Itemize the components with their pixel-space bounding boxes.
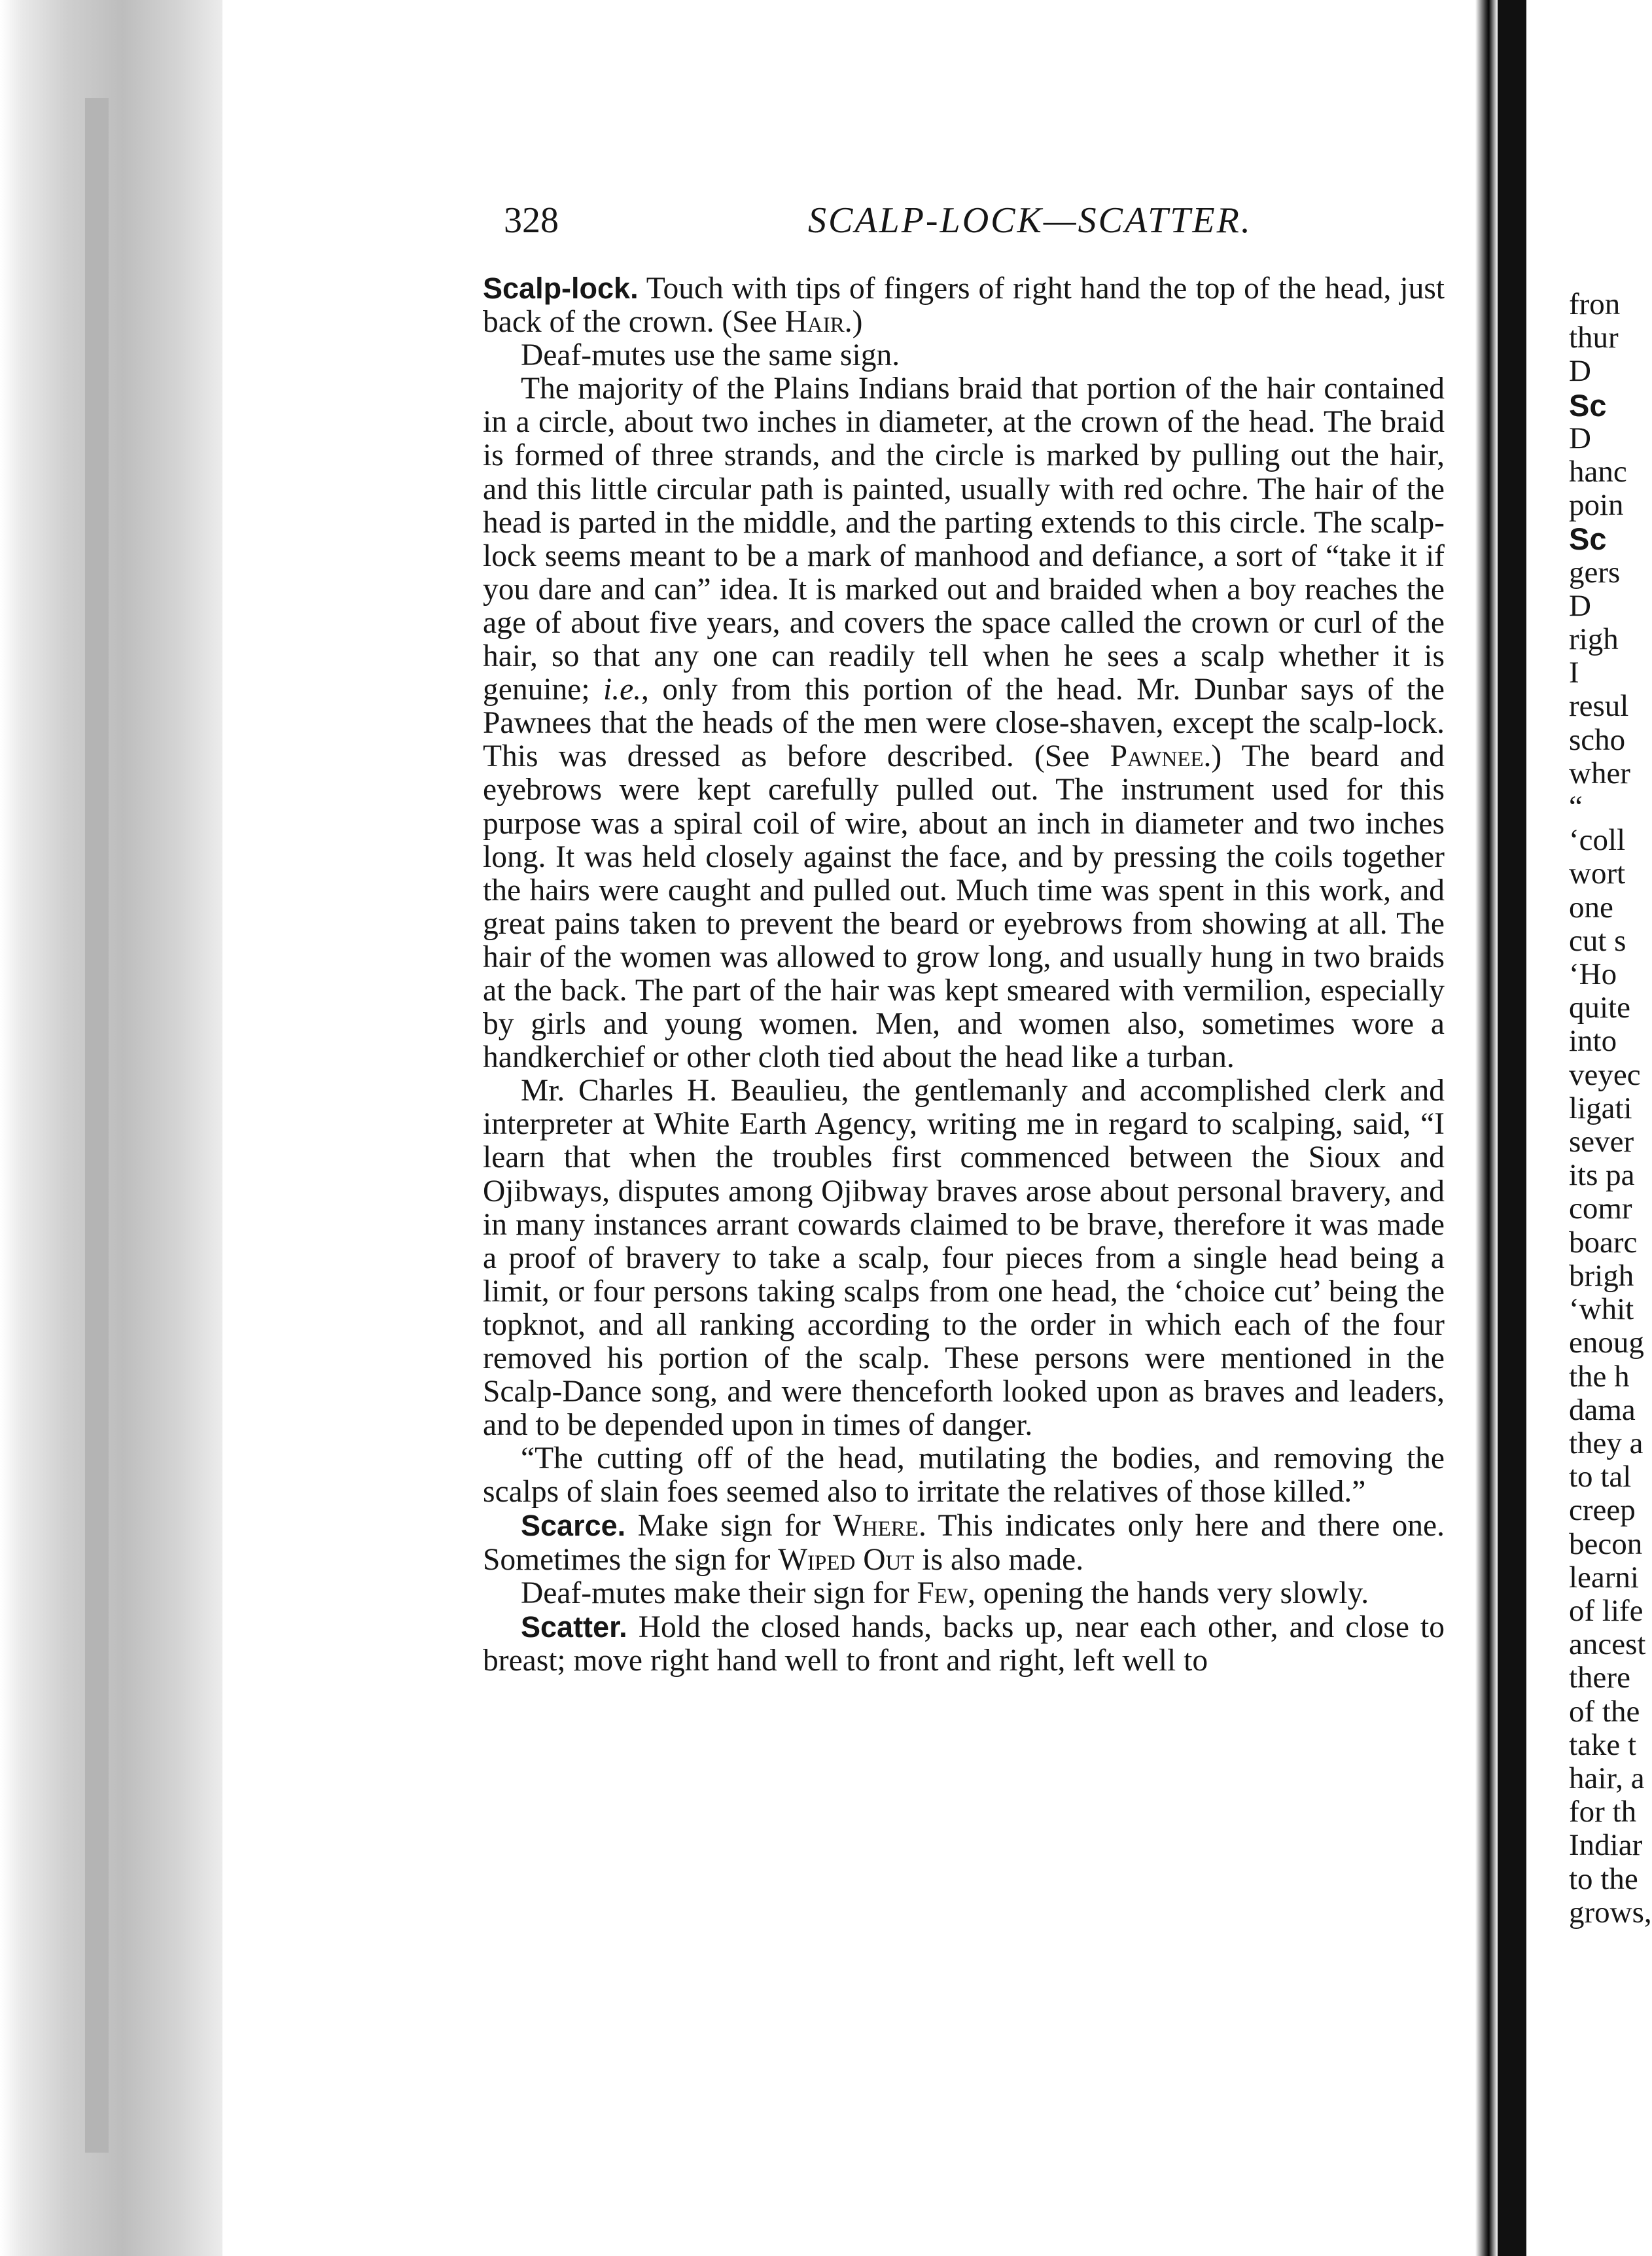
facing-page-line: boarc — [1569, 1225, 1638, 1260]
facing-page-line: they a — [1569, 1426, 1643, 1460]
facing-page-line: poin — [1569, 488, 1624, 523]
facing-page-line: wher — [1569, 756, 1630, 790]
facing-page-line: into — [1569, 1024, 1617, 1059]
facing-page-line: dama — [1569, 1392, 1636, 1427]
facing-page-line: its pa — [1569, 1158, 1635, 1193]
entry-text: Make sign for — [625, 1509, 833, 1543]
facing-page-line: righ — [1569, 622, 1619, 657]
facing-page-line: learni — [1569, 1560, 1639, 1595]
facing-page-line: sever — [1569, 1125, 1634, 1159]
facing-page-line: hanc — [1569, 455, 1627, 489]
facing-page-line: to the — [1569, 1861, 1638, 1896]
abbreviation: i.e. — [603, 673, 642, 707]
facing-page-line: I — [1569, 656, 1579, 690]
paragraph: Mr. Charles H. Beaulieu, the gentlemanly and accomplished clerk and interpreter at White Earth Agency, writing me in regard to scalping, said, “I learn that when the troubles first commenced between the Sioux and Ojibways, disputes among Ojibway braves arose about personal bravery, and in many instances arrant cowards claimed to be brave, therefore it was made a proof of bravery to take a scalp, four pieces from a single head being a limit, or four persons taking scalps from one head, the ‘choice cut’ being the topknot, and all ranking according to the order in which each of the four removed his portion of the scalp. These persons were mentioned in the Scalp-Dance song, and were thenceforth looked upon as braves and leaders, and to be depended upon in times of danger. — [483, 1074, 1445, 1443]
facing-page-line: “ — [1569, 790, 1583, 824]
entry-scarce — [483, 1509, 1445, 1576]
entry-term: Scalp-lock. — [483, 272, 639, 305]
facing-page-line: grows, — [1569, 1895, 1652, 1930]
facing-page-line: hair, a — [1569, 1761, 1645, 1795]
facing-page-line: to tal — [1569, 1460, 1632, 1494]
facing-page-line: veyec — [1569, 1057, 1641, 1092]
facing-page-line: the h — [1569, 1359, 1630, 1394]
book-page-edge — [85, 98, 109, 2153]
running-title: SCALP-LOCK—SCATTER. — [808, 200, 1252, 241]
facing-page-line: thur — [1569, 321, 1619, 355]
facing-page-fragments — [1569, 287, 1652, 1930]
facing-page-line: ‘whit — [1569, 1292, 1634, 1327]
facing-page-line: brigh — [1569, 1258, 1634, 1293]
facing-page-line: quite — [1569, 991, 1630, 1025]
facing-page-line: wort — [1569, 856, 1626, 891]
facing-page-line: Sc — [1569, 387, 1607, 423]
facing-page-line: enoug — [1569, 1326, 1644, 1360]
facing-page-line: gers — [1569, 555, 1621, 590]
paragraph — [483, 372, 1445, 1074]
entry-text: Touch with tips of fingers of right hand the top of the head, just back of the crown. (See — [483, 272, 1445, 340]
entry-text: is also made. — [914, 1542, 1084, 1577]
facing-page-line: for th — [1569, 1795, 1637, 1829]
facing-page-line: resul — [1569, 689, 1629, 724]
paragraph-text: , opening the hands very slowly. — [968, 1576, 1369, 1610]
facing-page-line: Sc — [1569, 521, 1607, 557]
gutter-shadow — [1498, 0, 1526, 2256]
entry-term: Scarce. — [521, 1509, 626, 1543]
paragraph: “The cutting off of the head, mutilating the bodies, and removing the scalps of slain foes seemed also to irritate the relatives of those killed.” — [483, 1441, 1445, 1509]
cross-reference: Pawnee — [1110, 739, 1204, 774]
cross-reference: Hair — [784, 305, 845, 340]
facing-page-line: of life — [1569, 1593, 1643, 1628]
paragraph — [483, 1577, 1445, 1610]
page-number: 328 — [504, 200, 559, 241]
facing-page-line: cut s — [1569, 923, 1626, 958]
entry-text: Hold the closed hands, backs up, near each other, and close to breast; move right hand well to front and right, left well to — [483, 1610, 1445, 1678]
cross-reference: Few — [917, 1576, 968, 1610]
entry-scatter — [483, 1610, 1445, 1678]
facing-page-line: ligati — [1569, 1091, 1632, 1125]
book-binding-shadow — [0, 0, 222, 2256]
entry-text: .) — [844, 305, 863, 340]
facing-page-line: creep — [1569, 1493, 1636, 1528]
facing-page-line: ancest — [1569, 1627, 1646, 1662]
main-text — [483, 272, 1445, 1678]
running-head — [504, 200, 1472, 245]
cross-reference: Where — [832, 1509, 919, 1543]
facing-page-line: fron — [1569, 287, 1621, 321]
cross-reference: Wiped Out — [778, 1542, 915, 1577]
paragraph-text: Deaf-mutes make their sign for — [521, 1576, 917, 1610]
page-gutter — [1475, 0, 1498, 2256]
entry-text: . This indicates only here and there one. Sometimes the sign for — [483, 1509, 1445, 1577]
facing-page-line: of the — [1569, 1694, 1640, 1729]
facing-page-line: scho — [1569, 722, 1626, 757]
entry-scalp-lock — [483, 272, 1445, 339]
facing-page-line: ‘coll — [1569, 823, 1626, 858]
paragraph-text: .) The beard and eyebrows were kept carefully pulled out. The instrument used for this purpose was a spiral coil of wire, about an inch in diameter and two inches long. It was held closely against the face, and by pressing the coils together the hairs were caught and pulled out. Much time was spent in this work, and great pains taken to prevent the beard or eyebrows from showing at all. The hair of the women was allowed to grow long, and usually hung in two braids at the back. The part of the hair was kept smeared with vermilion, especially by girls and young women. Men, and women also, sometimes wore a handkerchief or other cloth tied about the head like a turban. — [483, 739, 1445, 1075]
facing-page-line: take t — [1569, 1727, 1637, 1762]
facing-page-line: becon — [1569, 1526, 1643, 1561]
paragraph-text: The majority of the Plains Indians braid that portion of the hair contained in a circle, about two inches in diameter, at the crown of the head. The braid is formed of three strands, and the circle is marked by pulling out the hair, and this little circular path is painted, usually with red ochre. The hair of the head is parted in the middle, and the parting extends to this circle. The scalp-lock seems meant to be a mark of manhood and defiance, a sort of “take it if you dare and can” idea. It is marked out and braided when a boy reaches the age of about five years, and covers the space called the crown or curl of the hair, so that any one can readily tell when he sees a scalp whether it is genuine; — [483, 372, 1445, 707]
facing-page-line: one — [1569, 890, 1613, 925]
facing-page-line: ‘Ho — [1569, 957, 1617, 992]
facing-page-line: D — [1569, 588, 1591, 623]
facing-page-line: there — [1569, 1661, 1630, 1695]
facing-page-line: D — [1569, 421, 1591, 455]
entry-term: Scatter. — [521, 1610, 627, 1644]
paragraph-text: , only from this portion of the head. Mr. Dunbar says of the Pawnees that the heads of the men were close-shaven, except the scalp-lock. This was dressed as before described. (See — [483, 673, 1445, 774]
paragraph: Deaf-mutes use the same sign. — [521, 338, 900, 373]
facing-page-line: Indiar — [1569, 1828, 1643, 1863]
facing-page-line: comr — [1569, 1191, 1632, 1226]
facing-page-line: D — [1569, 354, 1591, 389]
